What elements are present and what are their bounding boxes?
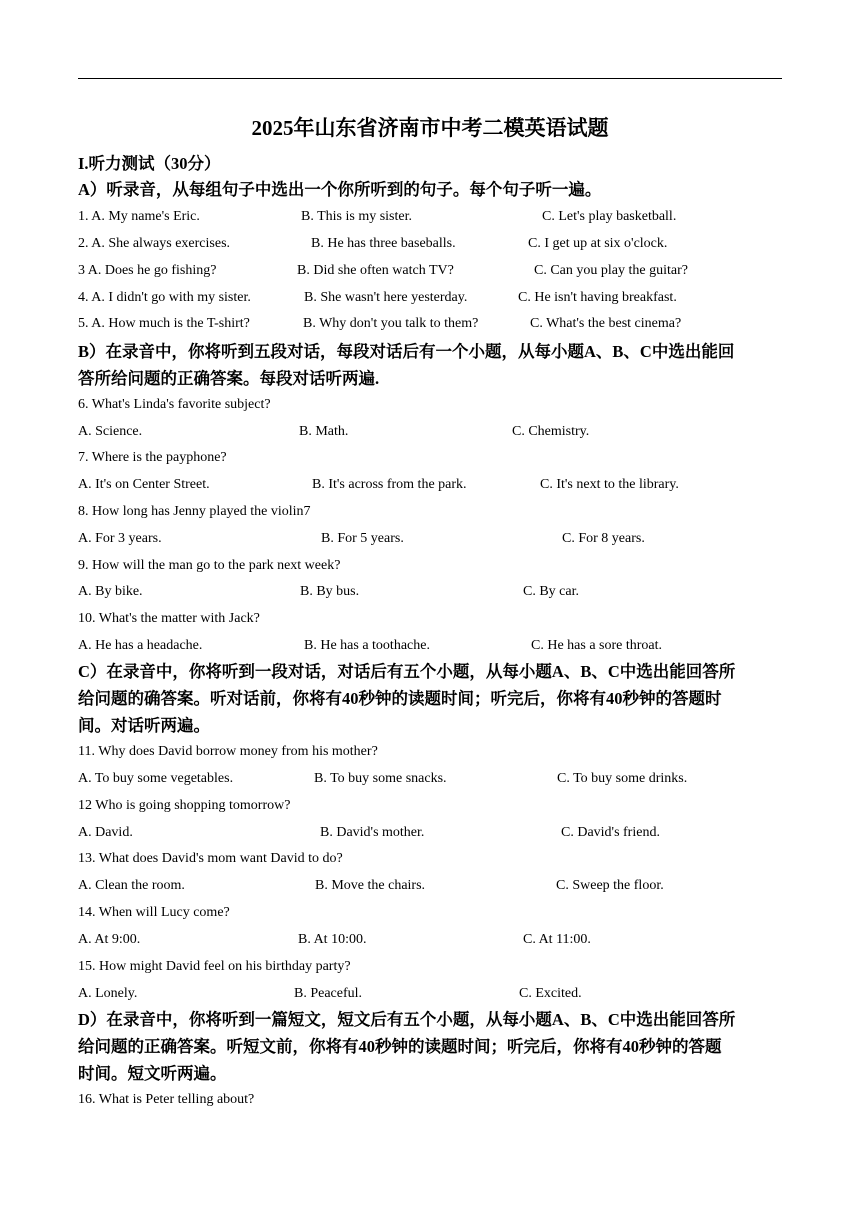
sectionB-instruction-line1: B）在录音中，你将听到五段对话，每段对话后有一个小题，从每小题A、B、C中选出能回 [78, 342, 735, 361]
question-10: 10. What's the matter with Jack? [78, 611, 260, 626]
sectionC-instruction-line3: 间。对话听两遍。 [78, 716, 210, 735]
question-12-option-b: B. David's mother. [320, 825, 425, 840]
question-9: 9. How will the man go to the park next week? [78, 558, 341, 573]
sectionA-item-3-option-a: 3 A. Does he go fishing? [78, 263, 217, 278]
question-6-option-a: A. Science. [78, 424, 143, 439]
question-8: 8. How long has Jenny played the violin7 [78, 504, 311, 519]
sectionD-instruction-line1: D）在录音中，你将听到一篇短文，短文后有五个小题，从每小题A、B、C中选出能回答所 [78, 1010, 736, 1029]
question-9-option-b: B. By bus. [300, 584, 360, 599]
part1-heading: I.听力测试（30分） [78, 154, 221, 173]
question-7: 7. Where is the payphone? [78, 450, 227, 465]
sectionA-item-1-option-b: B. This is my sister. [301, 209, 412, 224]
question-6-option-c: C. Chemistry. [512, 424, 590, 439]
question-7-option-b: B. It's across from the park. [312, 477, 467, 492]
question-6-option-b: B. Math. [299, 424, 349, 439]
question-13: 13. What does David's mom want David to do? [78, 851, 343, 866]
sectionA-item-5-option-b: B. Why don't you talk to them? [303, 316, 479, 331]
question-6: 6. What's Linda's favorite subject? [78, 397, 271, 412]
question-11-option-c: C. To buy some drinks. [557, 771, 688, 786]
sectionA-item-4-option-b: B. She wasn't here yesterday. [304, 290, 468, 305]
sectionA-item-3-option-c: C. Can you play the guitar? [534, 263, 688, 278]
question-12-option-c: C. David's friend. [561, 825, 660, 840]
question-12-option-a: A. David. [78, 825, 133, 840]
sectionA-item-1-option-c: C. Let's play basketball. [542, 209, 677, 224]
sectionA-item-2-option-c: C. I get up at six o'clock. [528, 236, 668, 251]
question-7-option-a: A. It's on Center Street. [78, 477, 210, 492]
question-14-option-a: A. At 9:00. [78, 932, 141, 947]
sectionC-instruction-line1: C）在录音中，你将听到一段对话，对话后有五个小题，从每小题A、B、C中选出能回答所 [78, 662, 736, 681]
question-13-option-a: A. Clean the room. [78, 878, 185, 893]
sectionA-instruction: A）听录音，从每组句子中选出一个你所听到的句子。每个句子听一遍。 [78, 180, 602, 199]
sectionD-instruction-line3: 时间。短文听两遍。 [78, 1064, 227, 1083]
question-14-option-c: C. At 11:00. [523, 932, 591, 947]
header-rule [78, 78, 782, 79]
sectionA-item-4-option-c: C. He isn't having breakfast. [518, 290, 677, 305]
question-10-option-c: C. He has a sore throat. [531, 638, 663, 653]
question-15-option-c: C. Excited. [519, 986, 582, 1001]
question-9-option-c: C. By car. [523, 584, 579, 599]
question-8-option-b: B. For 5 years. [321, 531, 404, 546]
question-10-option-a: A. He has a headache. [78, 638, 203, 653]
question-15-option-b: B. Peaceful. [294, 986, 363, 1001]
question-7-option-c: C. It's next to the library. [540, 477, 679, 492]
sectionA-item-1-option-a: 1. A. My name's Eric. [78, 209, 200, 224]
question-8-option-c: C. For 8 years. [562, 531, 645, 546]
question-11: 11. Why does David borrow money from his mother? [78, 744, 378, 759]
question-11-option-a: A. To buy some vegetables. [78, 771, 234, 786]
question-14-option-b: B. At 10:00. [298, 932, 367, 947]
sectionA-item-5-option-c: C. What's the best cinema? [530, 316, 682, 331]
question-10-option-b: B. He has a toothache. [304, 638, 430, 653]
question-14: 14. When will Lucy come? [78, 905, 230, 920]
question-13-option-c: C. Sweep the floor. [556, 878, 664, 893]
page-title: 2025年山东省济南市中考二模英语试题 [251, 116, 609, 140]
question-13-option-b: B. Move the chairs. [315, 878, 426, 893]
question-8-option-a: A. For 3 years. [78, 531, 162, 546]
sectionA-item-2-option-a: 2. A. She always exercises. [78, 236, 231, 251]
sectionA-item-5-option-a: 5. A. How much is the T-shirt? [78, 316, 250, 331]
question-12: 12 Who is going shopping tomorrow? [78, 798, 291, 813]
sectionD-instruction-line2: 给问题的正确答案。听短文前，你将有40秒钟的读题时间；听完后，你将有40秒钟的答题 [78, 1037, 722, 1056]
sectionB-instruction-line2: 答所给问题的正确答案。每段对话听两遍. [78, 369, 380, 388]
question-15-option-a: A. Lonely. [78, 986, 138, 1001]
sectionC-instruction-line2: 给问题的确答案。听对话前，你将有40秒钟的读题时间；听完后，你将有40秒钟的答题时 [78, 689, 722, 708]
question-9-option-a: A. By bike. [78, 584, 143, 599]
question-15: 15. How might David feel on his birthday party? [78, 959, 351, 974]
question-11-option-b: B. To buy some snacks. [314, 771, 447, 786]
question-16: 16. What is Peter telling about? [78, 1092, 255, 1107]
sectionA-item-3-option-b: B. Did she often watch TV? [297, 263, 454, 278]
sectionA-item-2-option-b: B. He has three baseballs. [311, 236, 456, 251]
sectionA-item-4-option-a: 4. A. I didn't go with my sister. [78, 290, 251, 305]
